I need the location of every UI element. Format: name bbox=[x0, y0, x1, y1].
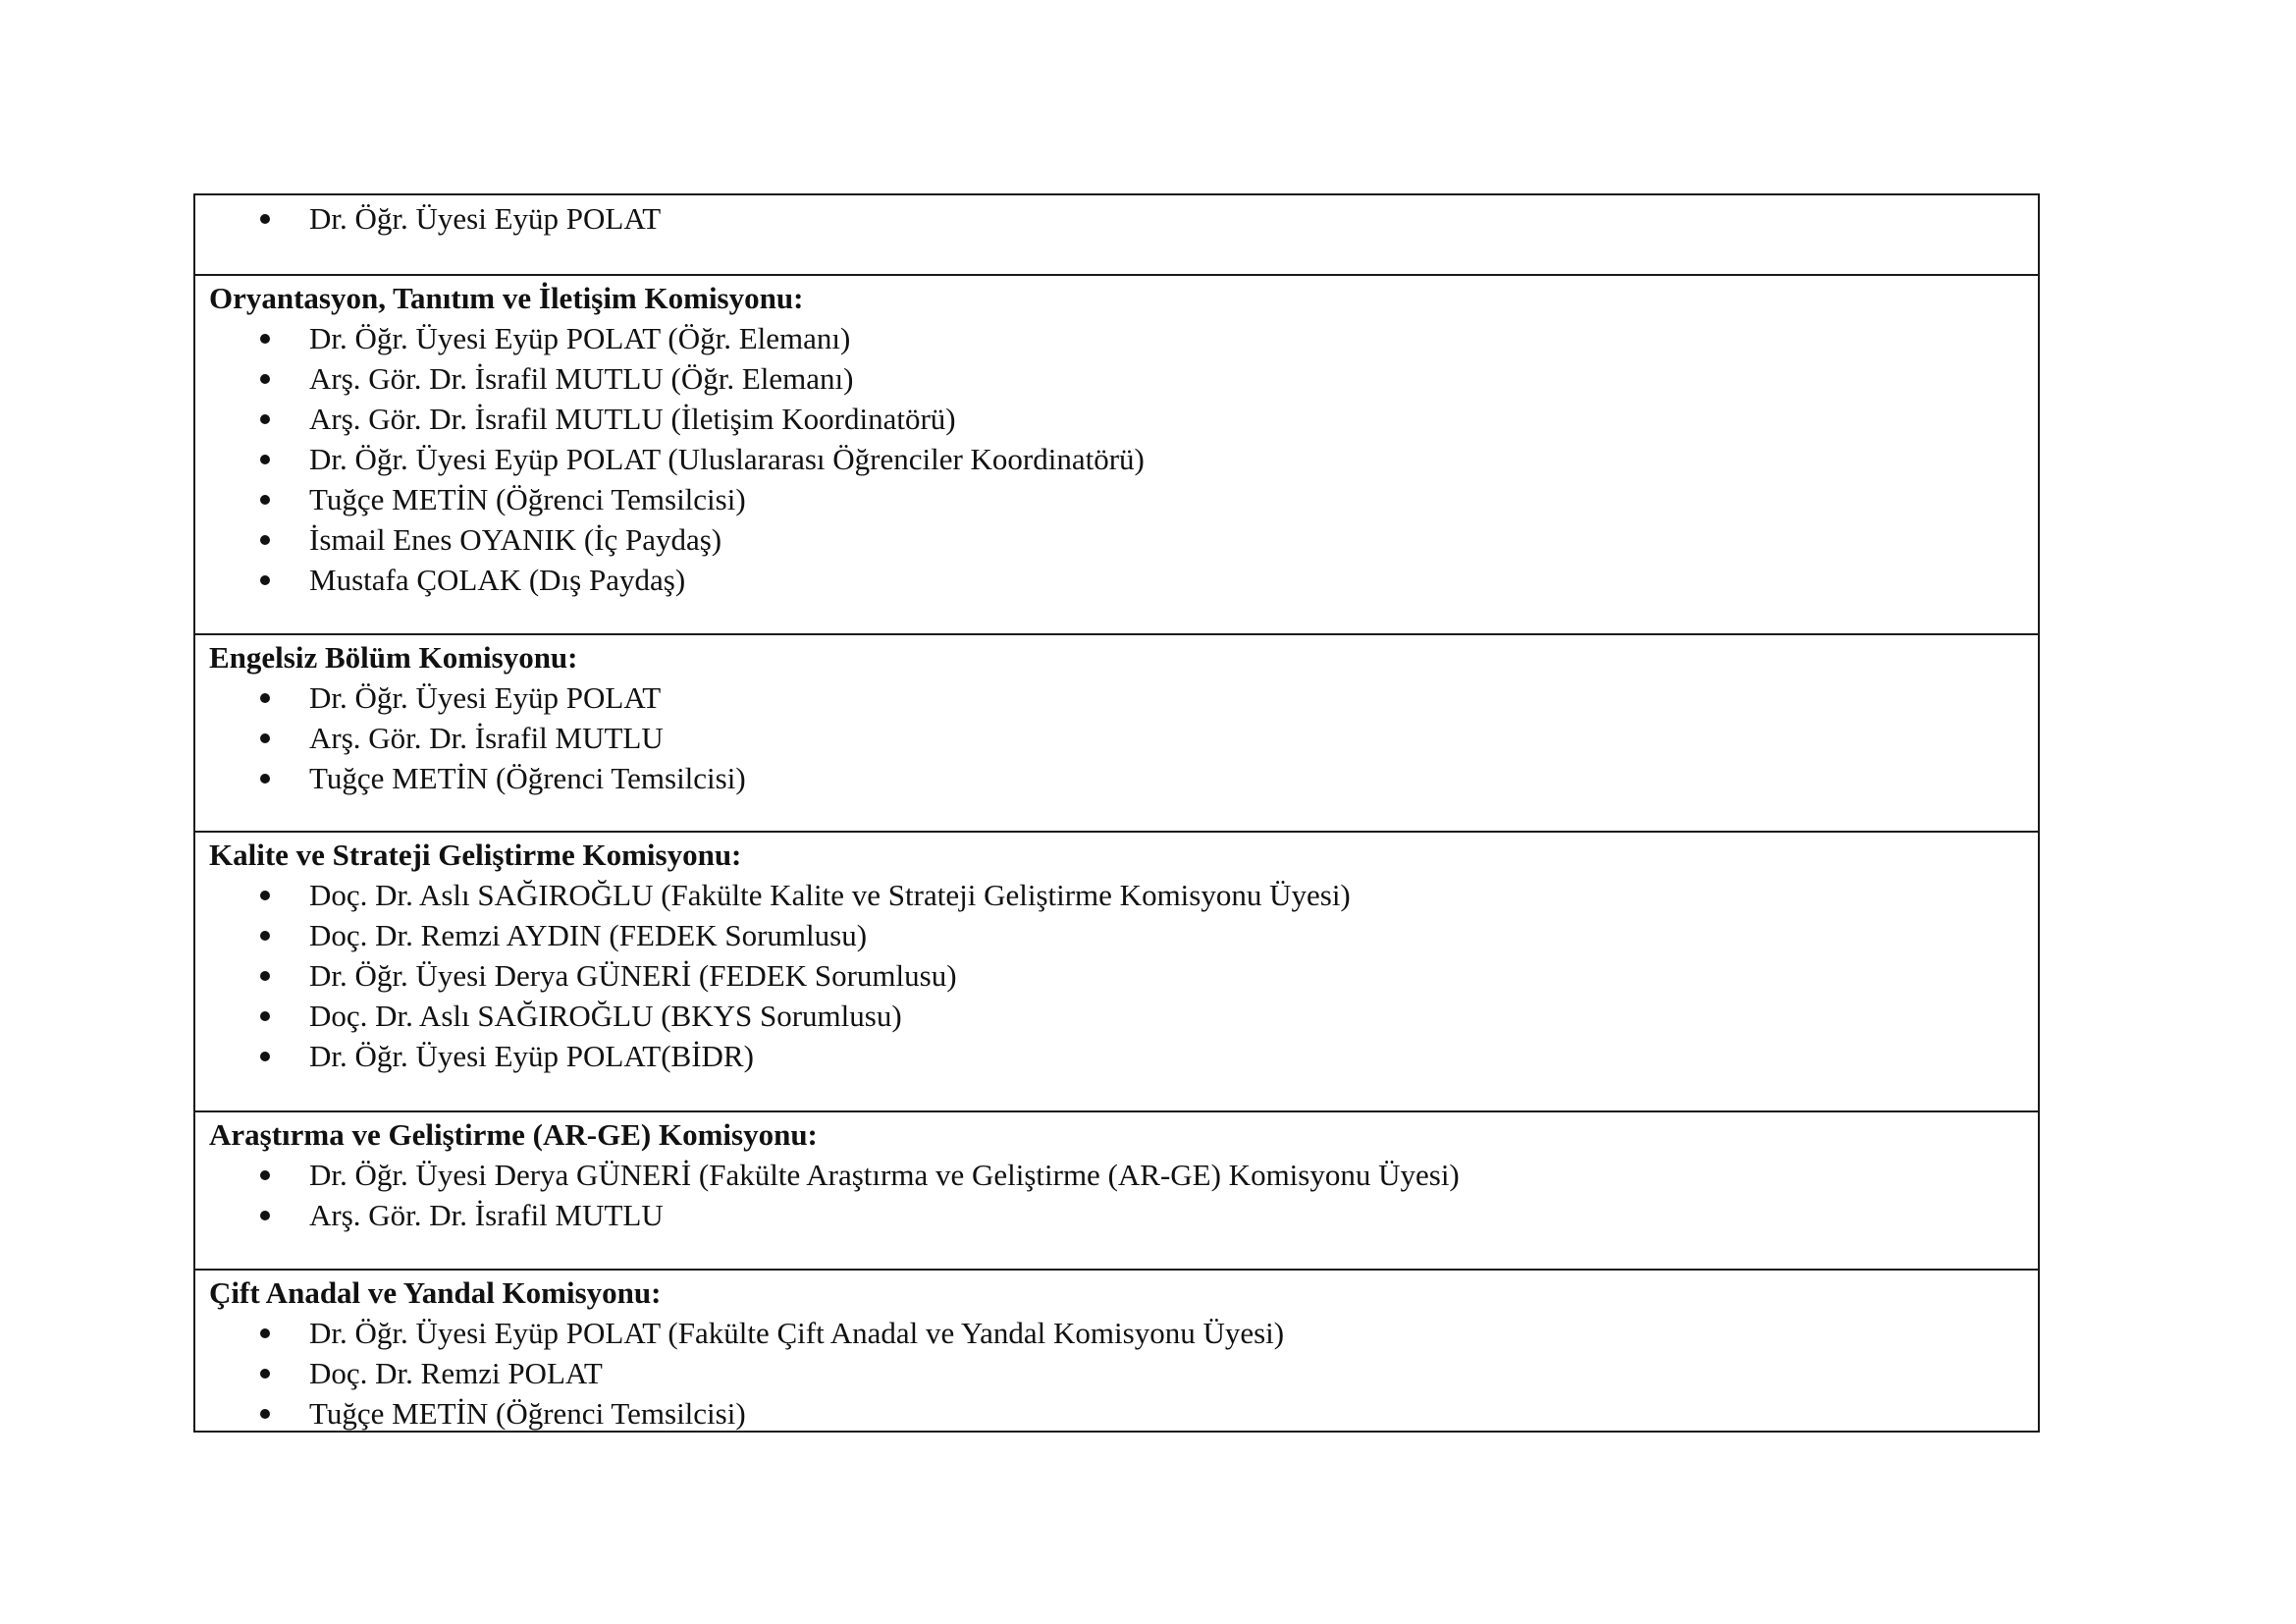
list-item bbox=[209, 677, 2024, 718]
member-text: Arş. Gör. Dr. İsrafil MUTLU bbox=[309, 721, 664, 755]
bullet-icon bbox=[260, 334, 270, 344]
member-text: Dr. Öğr. Üyesi Eyüp POLAT bbox=[309, 201, 662, 236]
section-title: Kalite ve Strateji Geliştirme Komisyonu: bbox=[209, 838, 742, 872]
member-text: Dr. Öğr. Üyesi Eyüp POLAT (Uluslararası Öğrenciler Koordinatörü) bbox=[309, 442, 1145, 476]
bullet-icon bbox=[260, 214, 270, 224]
bullet-icon bbox=[260, 733, 270, 743]
bullet-icon bbox=[260, 693, 270, 703]
member-text: Doç. Dr. Remzi POLAT bbox=[309, 1356, 603, 1390]
list-item bbox=[209, 915, 2024, 955]
section-title: Çift Anadal ve Yandal Komisyonu: bbox=[209, 1275, 662, 1310]
table-row-quality-committee bbox=[195, 831, 2038, 1110]
member-text: Dr. Öğr. Üyesi Derya GÜNERİ (Fakülte Araştırma ve Geliştirme (AR-GE) Komisyonu Üyesi) bbox=[309, 1158, 1460, 1192]
member-text: Doç. Dr. Aslı SAĞIROĞLU (Fakülte Kalite ve Strateji Geliştirme Komisyonu Üyesi) bbox=[309, 878, 1351, 912]
list-item bbox=[209, 955, 2024, 996]
list-item bbox=[209, 479, 2024, 519]
member-text: Dr. Öğr. Üyesi Eyüp POLAT (Fakülte Çift Anadal ve Yandal Komisyonu Üyesi) bbox=[309, 1316, 1285, 1350]
member-list bbox=[209, 677, 2024, 798]
table-row-accessibility-committee bbox=[195, 633, 2038, 831]
section-title: Araştırma ve Geliştirme (AR-GE) Komisyonu: bbox=[209, 1117, 818, 1152]
list-item bbox=[209, 519, 2024, 560]
list-item bbox=[209, 198, 2024, 239]
member-text: Doç. Dr. Aslı SAĞIROĞLU (BKYS Sorumlusu) bbox=[309, 999, 902, 1033]
bullet-icon bbox=[260, 1409, 270, 1419]
bullet-icon bbox=[260, 374, 270, 384]
list-item bbox=[209, 875, 2024, 915]
bullet-icon bbox=[260, 1369, 270, 1379]
member-text: Dr. Öğr. Üyesi Eyüp POLAT bbox=[309, 680, 662, 715]
member-list bbox=[209, 198, 2024, 239]
list-item bbox=[209, 358, 2024, 399]
list-item bbox=[209, 318, 2024, 358]
member-text: Tuğçe METİN (Öğrenci Temsilcisi) bbox=[309, 761, 746, 795]
section-title: Engelsiz Bölüm Komisyonu: bbox=[209, 640, 578, 675]
list-item bbox=[209, 1393, 2024, 1434]
list-item bbox=[209, 718, 2024, 758]
list-item bbox=[209, 1313, 2024, 1353]
member-list bbox=[209, 875, 2024, 1076]
member-list bbox=[209, 1155, 2024, 1235]
bullet-icon bbox=[260, 971, 270, 981]
bullet-icon bbox=[260, 575, 270, 585]
table-row-double-major-committee bbox=[195, 1269, 2038, 1431]
member-text: Dr. Öğr. Üyesi Eyüp POLAT (Öğr. Elemanı) bbox=[309, 321, 851, 355]
bullet-icon bbox=[260, 1170, 270, 1180]
bullet-icon bbox=[260, 455, 270, 464]
list-item bbox=[209, 1036, 2024, 1076]
table-row-orientation-committee bbox=[195, 274, 2038, 633]
list-item bbox=[209, 560, 2024, 600]
member-list bbox=[209, 1313, 2024, 1434]
bullet-icon bbox=[260, 891, 270, 900]
section-title: Oryantasyon, Tanıtım ve İletişim Komisyonu: bbox=[209, 281, 804, 315]
list-item bbox=[209, 1353, 2024, 1393]
member-text: Arş. Gör. Dr. İsrafil MUTLU (Öğr. Elemanı) bbox=[309, 361, 854, 396]
table-row-research-committee bbox=[195, 1110, 2038, 1269]
bullet-icon bbox=[260, 535, 270, 545]
member-text: Arş. Gör. Dr. İsrafil MUTLU bbox=[309, 1198, 664, 1232]
bullet-icon bbox=[260, 1011, 270, 1021]
member-text: Tuğçe METİN (Öğrenci Temsilcisi) bbox=[309, 1396, 746, 1431]
bullet-icon bbox=[260, 1211, 270, 1220]
list-item bbox=[209, 1195, 2024, 1235]
list-item bbox=[209, 1155, 2024, 1195]
list-item bbox=[209, 758, 2024, 798]
member-text: Doç. Dr. Remzi AYDIN (FEDEK Sorumlusu) bbox=[309, 918, 868, 952]
member-text: Dr. Öğr. Üyesi Eyüp POLAT(BİDR) bbox=[309, 1039, 754, 1073]
bullet-icon bbox=[260, 414, 270, 424]
list-item bbox=[209, 399, 2024, 439]
member-text: Mustafa ÇOLAK (Dış Paydaş) bbox=[309, 563, 686, 597]
bullet-icon bbox=[260, 1052, 270, 1061]
table-row-continuation bbox=[195, 193, 2038, 274]
bullet-icon bbox=[260, 931, 270, 941]
committee-table bbox=[193, 193, 2040, 1433]
list-item bbox=[209, 439, 2024, 479]
member-text: Arş. Gör. Dr. İsrafil MUTLU (İletişim Koordinatörü) bbox=[309, 402, 956, 436]
list-item bbox=[209, 996, 2024, 1036]
bullet-icon bbox=[260, 495, 270, 505]
bullet-icon bbox=[260, 1328, 270, 1338]
member-text: İsmail Enes OYANIK (İç Paydaş) bbox=[309, 522, 722, 557]
member-text: Tuğçe METİN (Öğrenci Temsilcisi) bbox=[309, 482, 746, 516]
member-list bbox=[209, 318, 2024, 600]
bullet-icon bbox=[260, 774, 270, 784]
member-text: Dr. Öğr. Üyesi Derya GÜNERİ (FEDEK Sorumlusu) bbox=[309, 958, 957, 993]
